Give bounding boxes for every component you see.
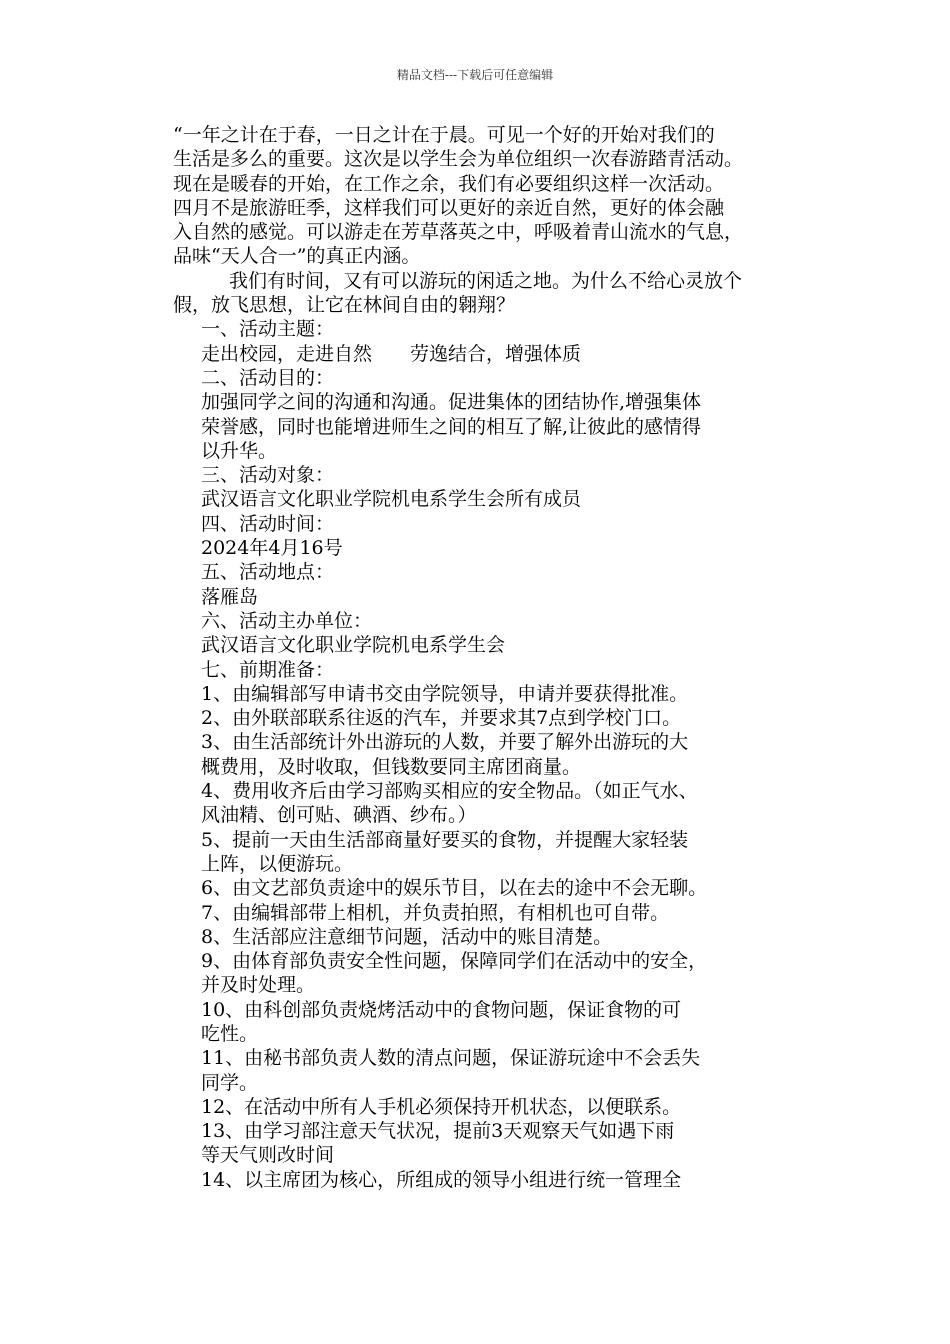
list-item: 11、由秘书部负责人数的清点问题，保证游玩途中不会丢失: [201, 1047, 701, 1070]
list-item: 3、由生活部统计外出游玩的人数，并要了解外出游玩的大: [201, 731, 689, 754]
list-item: 并及时处理。: [201, 974, 316, 997]
section-heading: 一、活动主题：: [201, 318, 335, 341]
document-body: [173, 123, 833, 1192]
list-item: 5、提前一天由生活部商量好要买的食物，并提醒大家轻装: [201, 828, 689, 851]
list-item: 概费用，及时收取，但钱数要同主席团商量。: [201, 755, 582, 778]
paragraph-line: 生活是多么的重要。这次是以学生会为单位组织一次春游踏青活动。: [173, 148, 744, 171]
list-item: 7、由编辑部带上相机，并负责拍照，有相机也可自带。: [201, 901, 670, 924]
section-heading: 六、活动主办单位：: [201, 609, 373, 632]
list-item: 6、由文艺部负责途中的娱乐节目，以在去的途中不会无聊。: [201, 877, 708, 900]
section-content: 落雁岛: [201, 585, 259, 608]
list-item: 同学。: [201, 1071, 259, 1094]
section-content: 武汉语言文化职业学院机电系学生会: [201, 634, 506, 657]
section-heading: 二、活动目的：: [201, 366, 335, 389]
list-item: 吃性。: [201, 1022, 259, 1045]
list-item: 9、由体育部负责安全性问题，保障同学们在活动中的安全，: [201, 950, 708, 973]
paragraph-line: 现在是暖春的开始，在工作之余，我们有必要组织这样一次活动。: [173, 172, 725, 195]
list-item: 2、由外联部联系往返的汽车，并要求其7点到学校门口。: [201, 707, 682, 730]
list-item: 等天气则改时间: [201, 1144, 335, 1167]
list-item: 10、由科创部负责烧烤活动中的食物问题，保证食物的可: [201, 998, 682, 1021]
section-content: 武汉语言文化职业学院机电系学生会所有成员: [201, 488, 582, 511]
section-heading: 五、活动地点：: [201, 561, 335, 584]
paragraph-line: “一年之计在于春，一日之计在于晨。可见一个好的开始对我们的: [173, 124, 715, 146]
section-content: 加强同学之间的沟通和沟通。促进集体的团结协作,增强集体: [201, 391, 702, 414]
paragraph-line: 我们有时间，又有可以游玩的闲适之地。为什么不给心灵放个: [229, 269, 743, 292]
paragraph-line: 四月不是旅游旺季，这样我们可以更好的亲近自然，更好的体会融: [173, 196, 725, 219]
list-item: 风油精、创可贴、碘酒、纱布。）: [201, 804, 477, 827]
section-content: 2024年4月16号: [201, 537, 343, 560]
paragraph-line: 假，放飞思想，让它在林间自由的翱翔？: [173, 294, 516, 317]
section-heading: 七、前期准备：: [201, 658, 335, 681]
section-content: 走出校园，走进自然 劳逸结合，增强体质: [201, 342, 582, 365]
list-item: 14、以主席团为核心，所组成的领导小组进行统一管理全: [201, 1168, 682, 1191]
list-item: 上阵，以便游玩。: [201, 852, 354, 875]
page-header: 精品文档---下载后可任意编辑: [396, 68, 554, 82]
section-heading: 四、活动时间：: [201, 512, 335, 535]
section-heading: 三、活动对象：: [201, 464, 335, 487]
section-content: 荣誉感，同时也能增进师生之间的相互了解,让彼此的感情得: [201, 415, 702, 438]
list-item: 13、由学习部注意天气状况，提前3天观察天气如遇下雨: [201, 1120, 675, 1143]
list-item: 1、由编辑部写申请书交由学院领导，申请并要获得批准。: [201, 682, 689, 705]
paragraph-line: 品味“天人合一”的真正内涵。: [173, 245, 421, 268]
list-item: 12、在活动中所有人手机必须保持开机状态，以便联系。: [201, 1095, 682, 1118]
paragraph-line: 入自然的感觉。可以游走在芳草落英之中，呼吸着青山流水的气息，: [173, 221, 744, 244]
list-item: 8、生活部应注意细节问题，活动中的账目清楚。: [201, 925, 613, 948]
list-item: 4、费用收齐后由学习部购买相应的安全物品。（如正气水、: [201, 780, 698, 803]
section-content: 以升华。: [201, 439, 278, 462]
